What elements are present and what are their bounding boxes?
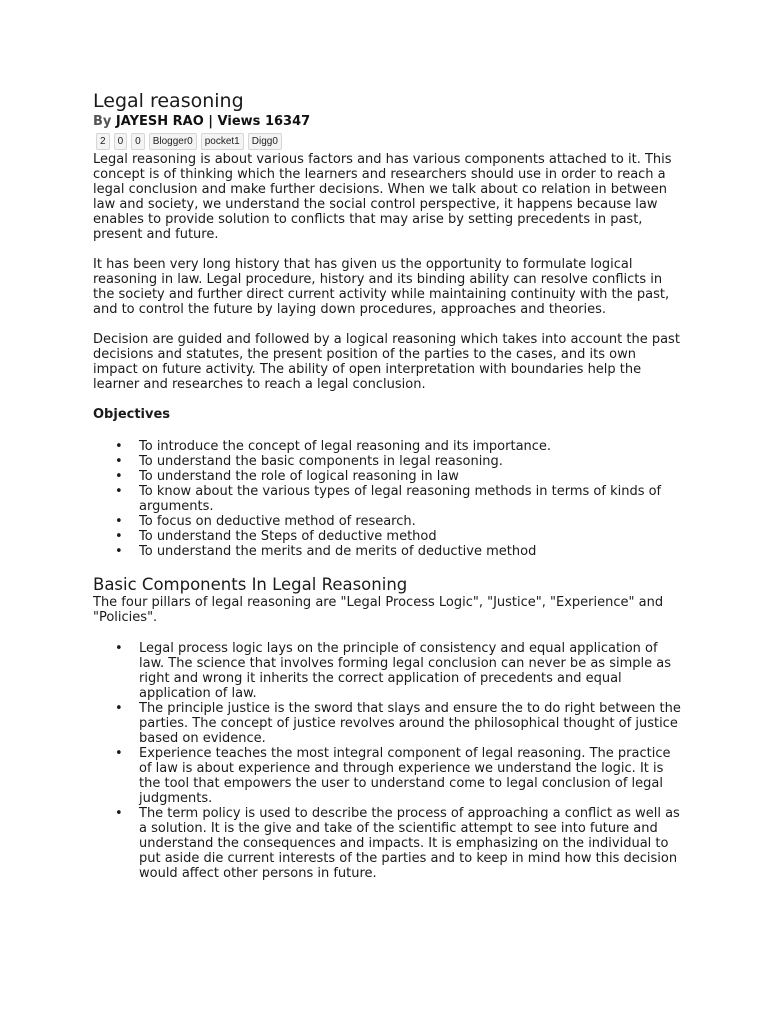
bullet-icon: • (115, 514, 123, 529)
list-item: • The principle justice is the sword that slays and ensure the to do right between the parties. The concept of justice revolves around the philosophical thought of justice based on evidence. (115, 701, 681, 746)
bullet-icon: • (115, 806, 123, 821)
components-list (93, 641, 683, 881)
list-item: • To know about the various types of legal reasoning methods in terms of kinds of arguments. (115, 484, 662, 514)
bullet-icon: • (115, 439, 123, 454)
objectives-heading: Objectives (93, 407, 171, 422)
bullet-icon: • (115, 484, 123, 499)
intro-paragraph: Legal reasoning is about various factors and has various components attached to it. This concept is of thinking which the learners and researchers should use in order to reach a legal conclusion and make further decisions. When we talk about co relation in between law and society, we understand the social control perspective, it happens because law enables to provide solution to conflicts that may arise by setting precedents in past, present and future. (93, 152, 672, 242)
byline (93, 114, 683, 130)
list-item: • To focus on deductive method of research. (115, 514, 416, 529)
share-count-button[interactable]: 0 (114, 133, 128, 150)
bullet-icon: • (115, 746, 123, 761)
bullet-icon: • (115, 529, 123, 544)
digg-share-button[interactable]: Digg0 (248, 133, 282, 150)
list-item: • To understand the Steps of deductive method (115, 529, 437, 544)
list-item: • To understand the merits and de merits of deductive method (115, 544, 537, 559)
share-count-button[interactable]: 2 (96, 133, 110, 150)
by-label: By (93, 114, 112, 129)
bullet-icon: • (115, 469, 123, 484)
list-item: • Experience teaches the most integral component of legal reasoning. The practice of law is about experience and through experience we understand the logic. It is the tool that empowers the user to understand come to legal conclusion of legal judgments. (115, 746, 671, 806)
author-views: JAYESH RAO | Views 16347 (115, 114, 311, 129)
list-item: • To introduce the concept of legal reasoning and its importance. (115, 439, 552, 454)
list-item: • To understand the basic components in legal reasoning. (115, 454, 503, 469)
bullet-icon: • (115, 641, 123, 656)
article (93, 88, 683, 897)
decision-paragraph: Decision are guided and followed by a logical reasoning which takes into account the past decisions and statutes, the present position of the parties to the cases, and its own impact on future activity. The ability of open interpretation with boundaries help the learner and researches to reach a legal conclusion. (93, 332, 680, 392)
article-title: Legal reasoning (93, 90, 244, 112)
section-intro: The four pillars of legal reasoning are "Legal Process Logic", "Justice", "Experience" and "Policies". (93, 595, 664, 625)
history-paragraph: It has been very long history that has given us the opportunity to formulate logical reasoning in law. Legal procedure, history and its binding ability can resolve conflicts in the society and further direct current activity while maintaining continuity with the past, and to control the future by laying down procedures, approaches and theories. (93, 257, 670, 317)
bullet-icon: • (115, 454, 123, 469)
list-item: • The term policy is used to describe the process of approaching a conflict as well as a solution. It is the give and take of the scientific attempt to see into future and understand the consequences and impacts. It is emphasizing on the individual to put aside die current interests of the parties and to keep in mind how this decision would affect other persons in future. (115, 806, 680, 881)
list-item: • Legal process logic lays on the principle of consistency and equal application of law. The science that involves forming legal conclusion can never be as simple as right and wrong it inherits the correct application of precedents and equal application of law. (115, 641, 671, 701)
pocket-share-button[interactable]: pocket1 (201, 133, 244, 150)
share-bar (96, 133, 683, 150)
list-item: • To understand the role of logical reasoning in law (115, 469, 459, 484)
bullet-icon: • (115, 544, 123, 559)
share-count-button[interactable]: 0 (131, 133, 145, 150)
section-heading: Basic Components In Legal Reasoning (93, 575, 408, 594)
blogger-share-button[interactable]: Blogger0 (149, 133, 197, 150)
bullet-icon: • (115, 701, 123, 716)
objectives-list (93, 439, 683, 559)
